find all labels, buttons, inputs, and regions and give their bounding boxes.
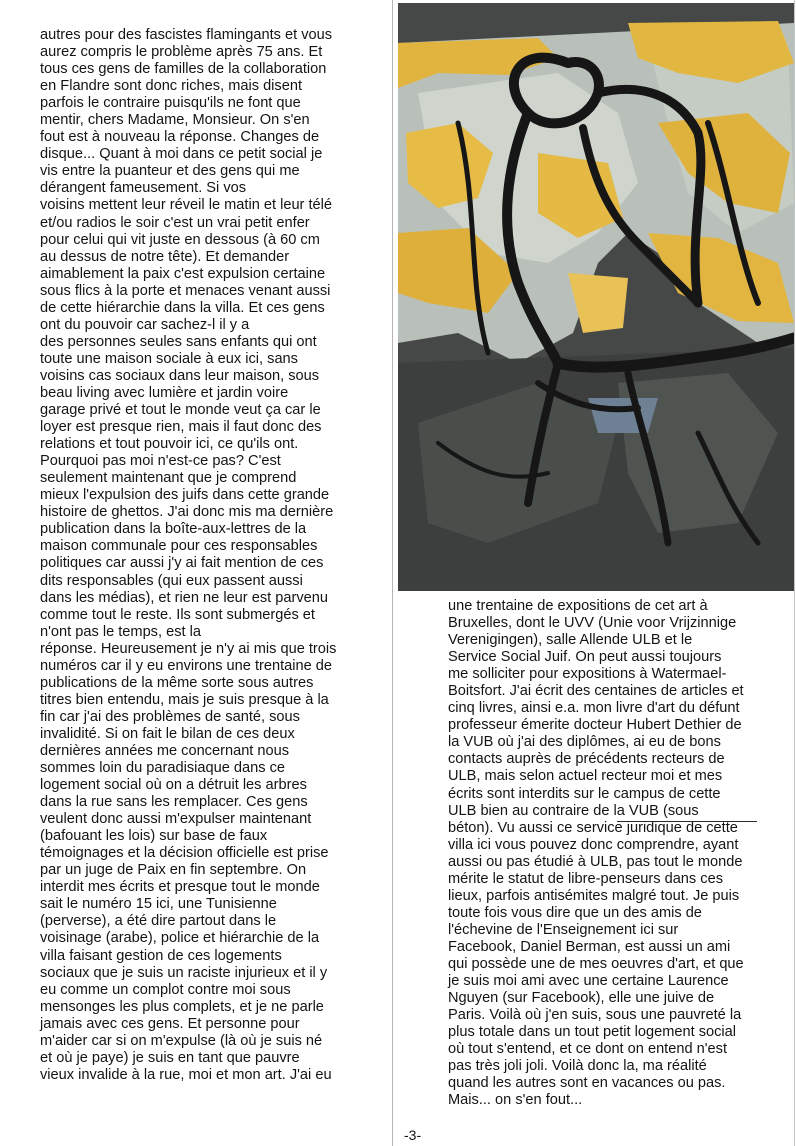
text-line: sous flics à la porte et menaces venant aussi bbox=[40, 282, 331, 299]
text-line: fout est à nouveau la réponse. Changes de bbox=[40, 129, 320, 146]
text-line: dérangent fameusement. Si vos bbox=[40, 180, 247, 197]
text-line: Boitsfort. J'ai écrit des centaines de articles et bbox=[448, 683, 744, 700]
text-line: garage privé et tout le monde veut ça car le bbox=[40, 402, 321, 419]
text-line: mensonges les plus complets, et je ne parle bbox=[40, 998, 324, 1015]
text-line: tous ces gens de familles de la collaboration bbox=[40, 61, 327, 78]
text-line: voisins cas sociaux dans leur maison, sous bbox=[40, 367, 320, 384]
column-divider bbox=[392, 0, 393, 1146]
text-line: où tout s'entend, et ce dont on entend n'est bbox=[448, 1041, 728, 1058]
text-line: qui possède une de mes oeuvres d'art, et que bbox=[448, 955, 744, 972]
text-line: interdit mes écrits et presque tout le monde bbox=[40, 879, 320, 896]
page-number: -3- bbox=[404, 1127, 422, 1143]
text-line: mentir, chers Madame, Monsieur. On s'en bbox=[40, 112, 310, 129]
text-line: ULB, mais selon actuel recteur moi et mes bbox=[448, 768, 723, 785]
page-edge bbox=[794, 0, 795, 1146]
text-line: aurez compris le problème après 75 ans. Et bbox=[40, 44, 323, 61]
text-line: titres bien entendu, mais je suis presque à la bbox=[40, 691, 329, 708]
text-line: voisinage (arabe), police et hiérarchie de la bbox=[40, 930, 320, 947]
text-line: m'aider car si on m'expulse (là où je suis né bbox=[40, 1032, 323, 1049]
text-line: publications de la même sorte sous autres bbox=[40, 674, 314, 691]
text-line: une trentaine de expositions de cet art à bbox=[448, 598, 708, 614]
text-line: jamais avec ces gens. Et personne pour bbox=[40, 1015, 300, 1032]
text-line: au dessus de notre tête). Et demander bbox=[40, 248, 290, 265]
text-line: Service Social Juif. On peut aussi toujours bbox=[448, 649, 722, 666]
text-line: Bruxelles, dont le UVV (Unie voor Vrijzinnige bbox=[448, 615, 737, 632]
left-text-column bbox=[40, 27, 390, 1084]
text-line: témoignages et la décision officielle est prise bbox=[40, 845, 329, 862]
text-line: sociaux que je suis un raciste injurieux et il y bbox=[40, 964, 328, 981]
text-line: dernières années me concernant nous bbox=[40, 742, 290, 759]
text-line: eu comme un complot contre moi sous bbox=[40, 981, 291, 998]
text-line: dans la rue sans les remplacer. Ces gens bbox=[40, 794, 308, 811]
text-line: Verenigingen), salle Allende ULB et le bbox=[448, 632, 693, 649]
text-line: numéros car il y eu environs une trentaine de bbox=[40, 657, 333, 674]
text-line: réponse. Heureusement je n'y ai mis que trois bbox=[40, 640, 337, 657]
text-line: écrits sont interdits sur le campus de cette bbox=[448, 785, 721, 802]
text-line: autres pour des fascistes flamingants et vous bbox=[40, 27, 333, 43]
text-line: professeur émerite docteur Hubert Dethier de bbox=[448, 717, 742, 734]
text-line: comme tout le reste. Ils sont submergés et bbox=[40, 606, 315, 623]
text-line: voisins mettent leur réveil le matin et leur télé bbox=[40, 197, 333, 214]
text-line: aimablement la paix c'est expulsion certaine bbox=[40, 265, 326, 282]
text-line: en Flandre sont donc riches, mais disent bbox=[40, 78, 303, 95]
text-line: (bafouant les lois) sur base de faux bbox=[40, 828, 268, 845]
text-line: aussi ou pas étudié à ULB, pas tout le monde bbox=[448, 853, 743, 870]
text-line: pour celui qui vit juste en dessous (à 60 cm bbox=[40, 231, 320, 248]
text-line: (perverse), a été dire partout dans le bbox=[40, 913, 277, 930]
text-line: toute une maison sociale à eux ici, sans bbox=[40, 350, 298, 367]
text-line: je suis moi ami avec une certaine Laurence bbox=[448, 973, 729, 990]
text-underline bbox=[617, 821, 757, 822]
text-line: dits responsables (qui eux passent aussi bbox=[40, 572, 303, 589]
abstract-painting bbox=[398, 3, 794, 591]
text-line: vis entre la puanteur et des gens qui me bbox=[40, 163, 300, 180]
text-line: toute fois vous dire que un des amis de bbox=[448, 904, 702, 921]
text-line: pas très joli joli. Voilà donc la, ma réalité bbox=[448, 1058, 707, 1075]
text-line: villa ici vous pouvez donc comprendre, ayant bbox=[448, 836, 739, 853]
text-line: vieux invalide à la rue, moi et mon art. J'ai eu bbox=[40, 1066, 332, 1083]
text-line: Facebook, Daniel Berman, est aussi un ami bbox=[448, 938, 731, 955]
text-line: l'échevine de l'Enseignement ici sur bbox=[448, 921, 679, 938]
text-line: beau living avec lumière et jardin voire bbox=[40, 384, 289, 401]
text-line: politiques car aussi j'y ai fait mention de ces bbox=[40, 555, 324, 572]
text-line: et où je paye) je suis en tant que pauvre bbox=[40, 1049, 300, 1066]
text-line: relations et tout pouvoir ici, ce qu'ils ont. bbox=[40, 436, 299, 453]
text-line: fin car j'ai des problèmes de santé, sous bbox=[40, 708, 300, 725]
text-line: la VUB où j'ai des diplômes, ai eu de bons bbox=[448, 734, 721, 751]
text-line: sommes loin du paradisiaque dans ce bbox=[40, 760, 285, 777]
text-line: des personnes seules sans enfants qui ont bbox=[40, 333, 317, 350]
text-line: mérite le statut de libre-penseurs dans ces bbox=[448, 870, 723, 887]
text-line: maison communale pour ces responsables bbox=[40, 538, 318, 555]
text-line: invalidité. Si on fait le bilan de ces deux bbox=[40, 725, 295, 742]
text-line: histoire de ghettos. J'ai donc mis ma dernière bbox=[40, 504, 334, 521]
text-line: loyer est presque rien, mais il faut donc des bbox=[40, 419, 322, 436]
text-line: Mais... on s'en fout... bbox=[448, 1092, 583, 1109]
text-line: béton). Vu aussi ce service juridique de cette bbox=[448, 819, 738, 836]
text-line: quand les autres sont en vacances ou pas. bbox=[448, 1075, 726, 1092]
text-line: contacts auprès de précédents recteurs de bbox=[448, 751, 725, 768]
text-line: n'ont pas le temps, est la bbox=[40, 623, 201, 640]
text-line: ont du pouvoir car sachez-l il y a bbox=[40, 316, 250, 333]
text-line: publication dans la boîte-aux-lettres de la bbox=[40, 521, 307, 538]
text-line: villa faisant gestion de ces logements bbox=[40, 947, 282, 964]
text-line: disque... Quant à moi dans ce petit social je bbox=[40, 146, 323, 163]
text-line: par un juge de Paix en fin septembre. On bbox=[40, 862, 307, 879]
text-line: seulement maintenant que je comprend bbox=[40, 470, 297, 487]
text-line: sait le numéro 15 ici, une Tunisienne bbox=[40, 896, 277, 913]
text-line: Nguyen (sur Facebook), elle une juive de bbox=[448, 990, 715, 1007]
right-text-column bbox=[448, 598, 788, 1109]
text-line: et/ou radios le soir c'est un vrai petit enfer bbox=[40, 214, 310, 231]
text-line: de cette hiérarchie dans la villa. Et ces gens bbox=[40, 299, 325, 316]
text-line: dans les médias), et rien ne leur est parvenu bbox=[40, 589, 328, 606]
text-line: ULB bien au contraire de la VUB (sous bbox=[448, 802, 699, 819]
text-line: lieux, parfois antisémites malgré tout. Je puis bbox=[448, 887, 740, 904]
text-line: mieux l'expulsion des juifs dans cette grande bbox=[40, 487, 330, 504]
text-line: Pourquoi pas moi n'est-ce pas? C'est bbox=[40, 453, 281, 470]
text-line: plus totale dans un tout petit logement social bbox=[448, 1024, 737, 1041]
text-line: Paris. Voilà où j'en suis, sous une pauvreté la bbox=[448, 1007, 742, 1024]
text-line: logement social où on a détruit les arbres bbox=[40, 777, 307, 794]
text-line: veulent donc aussi m'expulser maintenant bbox=[40, 811, 312, 828]
text-line: cinq livres, ainsi e.a. mon livre d'art du défunt bbox=[448, 700, 740, 717]
text-line: me solliciter pour expositions à Watermael- bbox=[448, 666, 727, 683]
text-line: parfois le contraire puisqu'ils ne font que bbox=[40, 95, 301, 112]
